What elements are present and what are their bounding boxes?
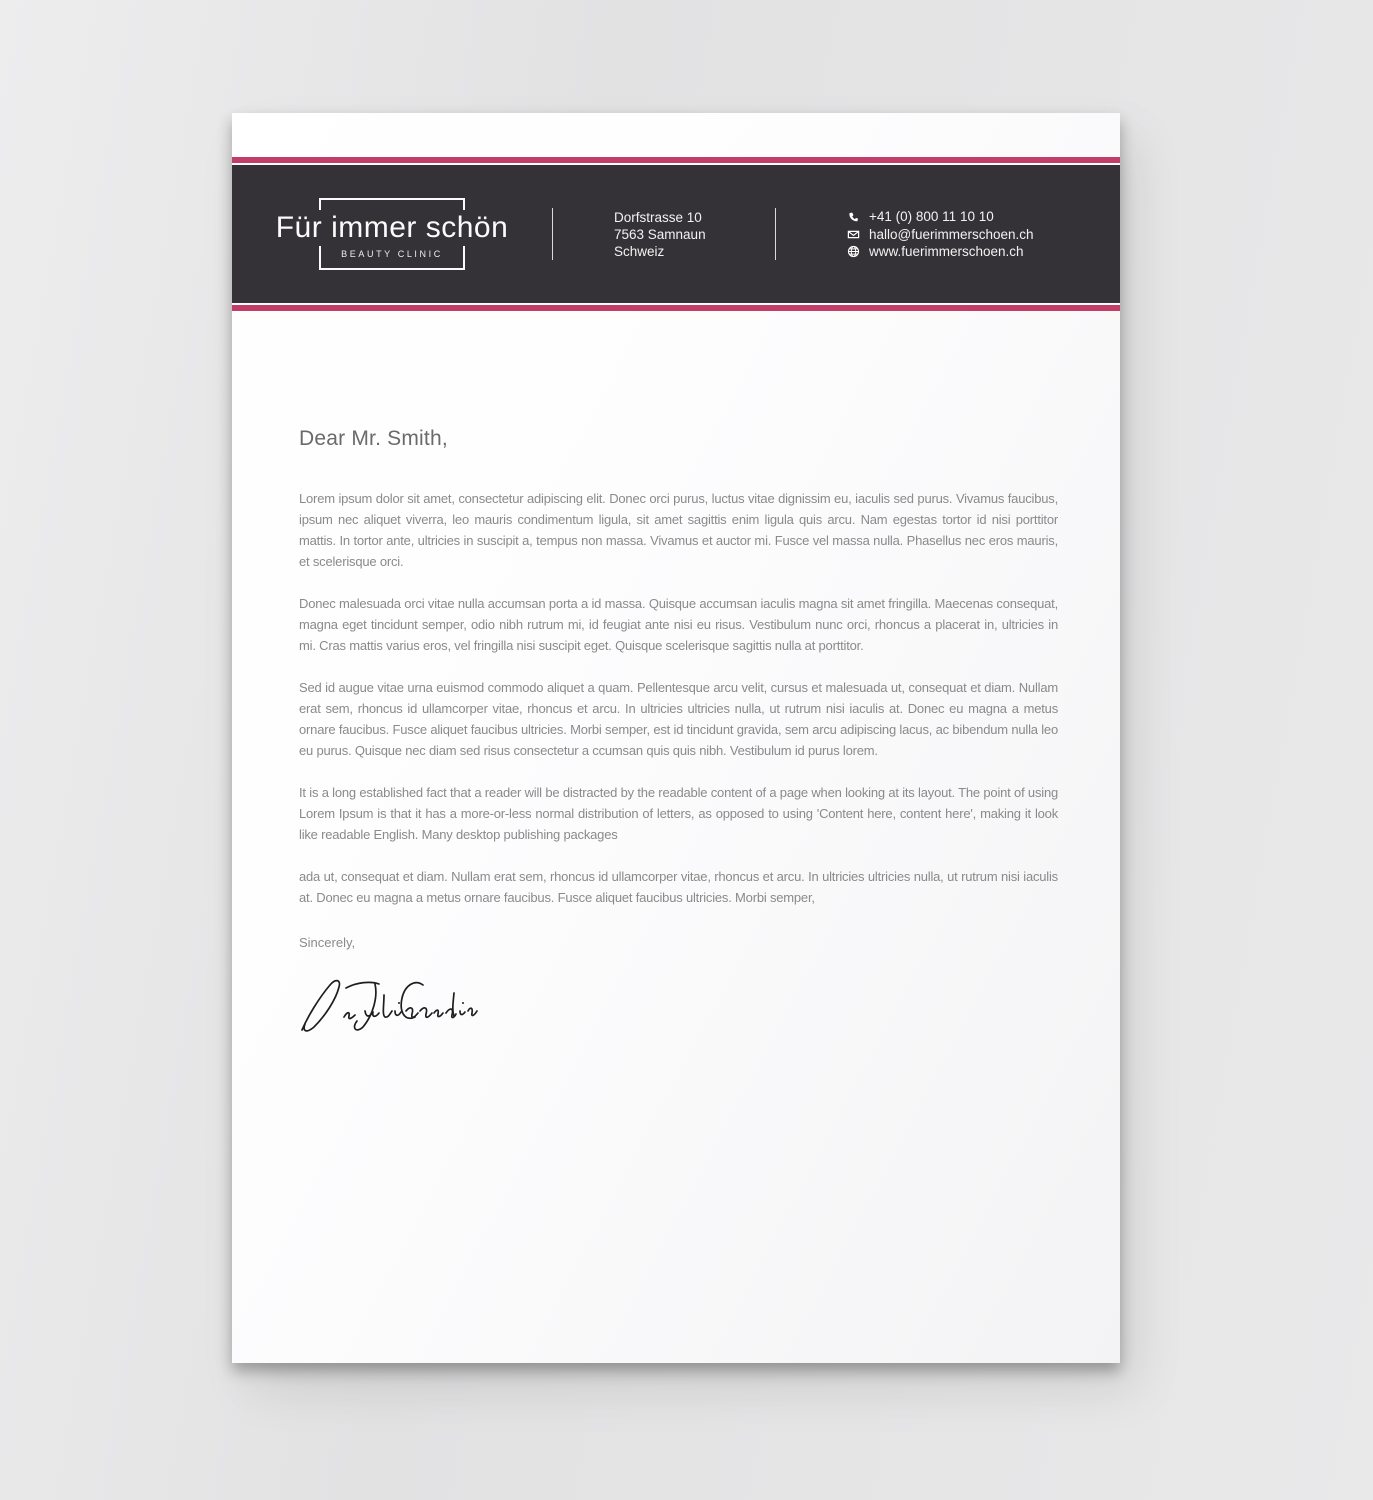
- address-line-street: Dorfstrasse 10: [614, 209, 702, 225]
- phone-row: [847, 208, 1034, 226]
- letter-paragraph-5: ada ut, consequat et diam. Nullam erat sem, rhoncus id ullamcorper vitae, rhoncus et arcu. In ultricies ultricies nulla, ut rutrum nisi iaculis at. Donec eu magna a metus ornare faucibus. Fusce aliquet faucibus ultricies. Morbi semper,: [299, 869, 1058, 905]
- signature-handwriting: [299, 972, 479, 1036]
- email-address: hallo@fuerimmerschoen.ch: [869, 226, 1034, 242]
- logo-zone: [232, 165, 552, 303]
- email-row: [847, 225, 1034, 243]
- brand-name: Für immer schön: [273, 210, 512, 246]
- greeting: Dear Mr. Smith,: [299, 427, 448, 450]
- letter-paragraph-1: Lorem ipsum dolor sit amet, consectetur adipiscing elit. Donec orci purus, luctus vitae dignissim eu, iaculis sed purus. Vivamus faucibus, ipsum nec aliquet viverra, leo mauris condimentum ligula, sit amet sagittis enim ligula quis arcu. Nam egestas tortor id nisi porttitor mattis. In tortor ante, ultricies in suscipit a, tempus non massa. Vivamus et auctor mi. Fusce vel massa nulla. Phasellus nec eros mauris, et scelerisque orci.: [299, 491, 1058, 569]
- phone-number: +41 (0) 800 11 10 10: [869, 209, 994, 224]
- letter-paragraph-3: Sed id augue vitae urna euismod commodo aliquet a quam. Pellentesque arcu velit, cursus et malesuada ut, consequat et diam. Nullam erat sem, rhoncus id ullamcorper vitae, rhoncus et arcu. In ultricies ultricies nulla, ut rutrum nisi iaculis at. Donec eu magna a metus ornare faucibus. Fusce aliquet faucibus ultricies. Morbi semper, est id tincidunt gravida, sem arcu adipiscing lacus, ac bibendum nulla leo eu purus. Quisque nec diam sed risus consectetur a ccumsan quis quis nibh. Vestibulum id purus lorem.: [299, 680, 1058, 758]
- letter-paragraph-4: It is a long established fact that a reader will be distracted by the readable content of a page when looking at its layout. The point of using Lorem Ipsum is that it has a more-or-less normal distribution of letters, as opposed to using 'Content here, content here', making it look like readable English. Many desktop publishing packages: [299, 785, 1058, 842]
- globe-icon: [847, 245, 860, 258]
- brand-logo: [275, 198, 509, 270]
- letter-body: [232, 427, 1120, 1036]
- website-row: [847, 243, 1034, 261]
- contact-block: [776, 165, 1120, 303]
- address-line-country: Schweiz: [614, 243, 665, 259]
- accent-stripe-bottom: [232, 305, 1120, 311]
- signature: [299, 972, 479, 1036]
- address-line-city: 7563 Samnaun: [614, 226, 706, 242]
- letterhead-header: [232, 165, 1120, 303]
- letter-page: [232, 113, 1120, 1363]
- address-block: [553, 165, 775, 303]
- phone-icon: [847, 210, 860, 223]
- website-url: www.fuerimmerschoen.ch: [869, 244, 1024, 259]
- envelope-icon: [847, 228, 860, 241]
- closing: Sincerely,: [299, 935, 356, 950]
- letter-paragraph-2: Donec malesuada orci vitae nulla accumsan porta a id massa. Quisque accumsan iaculis magna sit amet fringilla. Maecenas consequat, magna eget tincidunt semper, odio nibh rutrum mi, id feugiat ante nisi eu risus. Vestibulum nunc orci, rhoncus a placerat in, ultricies in mi. Cras mattis varius eros, vel fringilla nisi suscipit eget. Quisque scelerisque sagittis nulla at porttitor.: [299, 596, 1058, 653]
- brand-tagline: BEAUTY CLINIC: [341, 248, 443, 259]
